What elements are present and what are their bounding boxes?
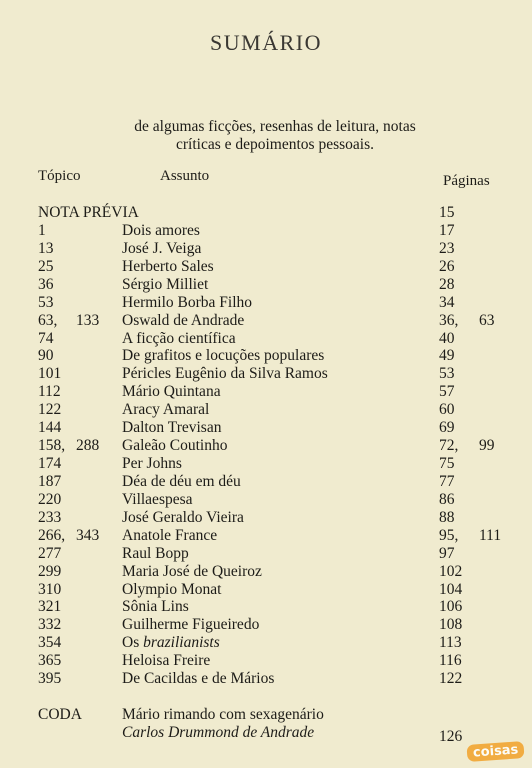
page-number: 28 [439, 275, 455, 293]
page-number: 17 [439, 221, 455, 239]
list-item [0, 473, 532, 491]
subject-text: Per Johns [122, 455, 182, 473]
subject-text: Mário Quintana [122, 383, 221, 401]
subject-text-prefix: Os [122, 634, 140, 652]
page-number-2: 111 [479, 526, 502, 544]
page-number: 97 [439, 544, 455, 562]
list-item [0, 455, 532, 473]
topic-number: 365 [38, 652, 62, 670]
page-number: 26 [439, 257, 455, 275]
header-topico: Tópico [38, 168, 81, 184]
subject-text-italic: brazilianists [143, 634, 220, 652]
list-item [0, 545, 532, 563]
list-item [0, 437, 532, 455]
subject-text: De grafitos e locuções populares [122, 347, 325, 365]
topic-number: 187 [38, 472, 62, 490]
subject-text: Raul Bopp [122, 544, 189, 562]
page-number: 86 [439, 490, 455, 508]
page-number: 40 [439, 329, 455, 347]
subject-text: José Geraldo Vieira [122, 508, 244, 526]
coda-row [0, 706, 532, 724]
subtitle-line-1: de algumas ficções, resenhas de leitura, notas [134, 118, 416, 135]
topic-number: 63, [38, 311, 58, 329]
subject-text: Guilherme Figueiredo [122, 616, 260, 634]
page-number: 34 [439, 293, 455, 311]
list-item [0, 222, 532, 240]
page-number: 108 [439, 616, 463, 634]
watermark-logo: coisas [466, 741, 524, 762]
topic-number: 395 [38, 670, 62, 688]
subject-text: Aracy Amaral [122, 401, 210, 419]
page-number: 75 [439, 455, 455, 473]
list-item [0, 670, 532, 688]
topic-number: 112 [38, 383, 61, 401]
page-number: 88 [439, 508, 455, 526]
header-paginas: Páginas [443, 173, 490, 189]
page-number: 49 [439, 347, 455, 365]
subject-text: Heloisa Freire [122, 652, 211, 670]
subject-text: Maria José de Queiroz [122, 562, 262, 580]
subtitle [60, 118, 490, 154]
subject-text: Hermilo Borba Filho [122, 293, 253, 311]
topic-number-2: 343 [76, 526, 100, 544]
list-item [0, 312, 532, 330]
topic-number: 233 [38, 508, 62, 526]
page-number: 102 [439, 562, 463, 580]
page-number: 113 [439, 634, 462, 652]
coda-row-2 [0, 724, 532, 745]
subject-text [122, 634, 220, 652]
coda-label: CODA [38, 706, 82, 723]
coda-line-2: Carlos Drummond de Andrade [122, 724, 315, 741]
subject-text: Sônia Lins [122, 598, 189, 616]
subject-text: Péricles Eugênio da Silva Ramos [122, 365, 328, 383]
subject-text: Herberto Sales [122, 257, 214, 275]
topic-number: 220 [38, 490, 62, 508]
page-number: 104 [439, 580, 463, 598]
page-number: 53 [439, 365, 455, 383]
page-number: 106 [439, 598, 463, 616]
topic-number: 354 [38, 634, 62, 652]
subject-text: Galeão Coutinho [122, 437, 228, 455]
subject-text: A ficção científica [122, 329, 236, 347]
page-number: 72, [439, 437, 459, 455]
list-item [0, 294, 532, 312]
subject-text: Dalton Trevisan [122, 419, 222, 437]
list-item [0, 330, 532, 348]
list-item [0, 383, 532, 401]
subject-text: Olympio Monat [122, 580, 222, 598]
list-item [0, 204, 532, 222]
list-item [0, 365, 532, 383]
list-item [0, 419, 532, 437]
list-item [0, 652, 532, 670]
topic-number: 1 [38, 221, 46, 239]
topic-number: 310 [38, 580, 62, 598]
topic-number: 277 [38, 544, 62, 562]
coda-line-1: Mário rimando com sexagenário [122, 706, 324, 723]
topic-number: 101 [38, 365, 62, 383]
page-number: 15 [439, 204, 455, 221]
topic-number: 321 [38, 598, 62, 616]
page-number: 116 [439, 652, 462, 670]
subject-text: Déa de déu em déu [122, 472, 241, 490]
topic-number-2: 133 [76, 311, 100, 329]
subject-text: De Cacildas e de Mários [122, 670, 275, 688]
page-number-2: 63 [479, 311, 495, 329]
page-number: 69 [439, 419, 455, 437]
page-number: 23 [439, 239, 455, 257]
subject-text: Sérgio Milliet [122, 275, 209, 293]
topic-number: 74 [38, 329, 54, 347]
subject-text: José J. Veiga [122, 239, 202, 257]
page-title: SUMÁRIO [210, 30, 322, 55]
topic-number: 299 [38, 562, 62, 580]
topic-number: 144 [38, 419, 62, 437]
topic-number-2: 288 [76, 437, 100, 455]
list-item [0, 527, 532, 545]
page-number: 77 [439, 472, 455, 490]
list-item [0, 258, 532, 276]
list-item [0, 347, 532, 365]
list-item [0, 401, 532, 419]
page-number: 60 [439, 401, 455, 419]
topic-number: 36 [38, 275, 54, 293]
list-item [0, 634, 532, 652]
topic-number: 266, [38, 526, 66, 544]
subtitle-line-2: críticas e depoimentos pessoais. [175, 136, 374, 153]
subject-text: Oswald de Andrade [122, 311, 245, 329]
topic-number: 158, [38, 437, 66, 455]
list-item [0, 581, 532, 599]
list-item [0, 598, 532, 616]
coda-page: 126 [439, 728, 463, 745]
page-number: 95, [439, 526, 459, 544]
topic-number: 53 [38, 293, 54, 311]
list-item [0, 491, 532, 509]
list-item [0, 563, 532, 581]
header-assunto: Assunto [160, 168, 210, 184]
topic-number: 332 [38, 616, 62, 634]
list-item [0, 509, 532, 527]
list-item [0, 276, 532, 294]
topic-number: 90 [38, 347, 54, 365]
list-item [0, 616, 532, 634]
topic-number: 174 [38, 455, 62, 473]
page-number-2: 99 [479, 437, 495, 455]
subject-text: Dois amores [122, 221, 200, 239]
topic-number: NOTA PRÉVIA [38, 204, 139, 221]
topic-number: 25 [38, 257, 54, 275]
page-number: 122 [439, 670, 463, 688]
subject-text: Villaespesa [122, 490, 193, 508]
page-number: 36, [439, 311, 459, 329]
page-number: 57 [439, 383, 455, 401]
subject-text: Anatole France [122, 526, 218, 544]
topic-number: 122 [38, 401, 62, 419]
topic-number: 13 [38, 239, 54, 257]
list-item [0, 240, 532, 258]
